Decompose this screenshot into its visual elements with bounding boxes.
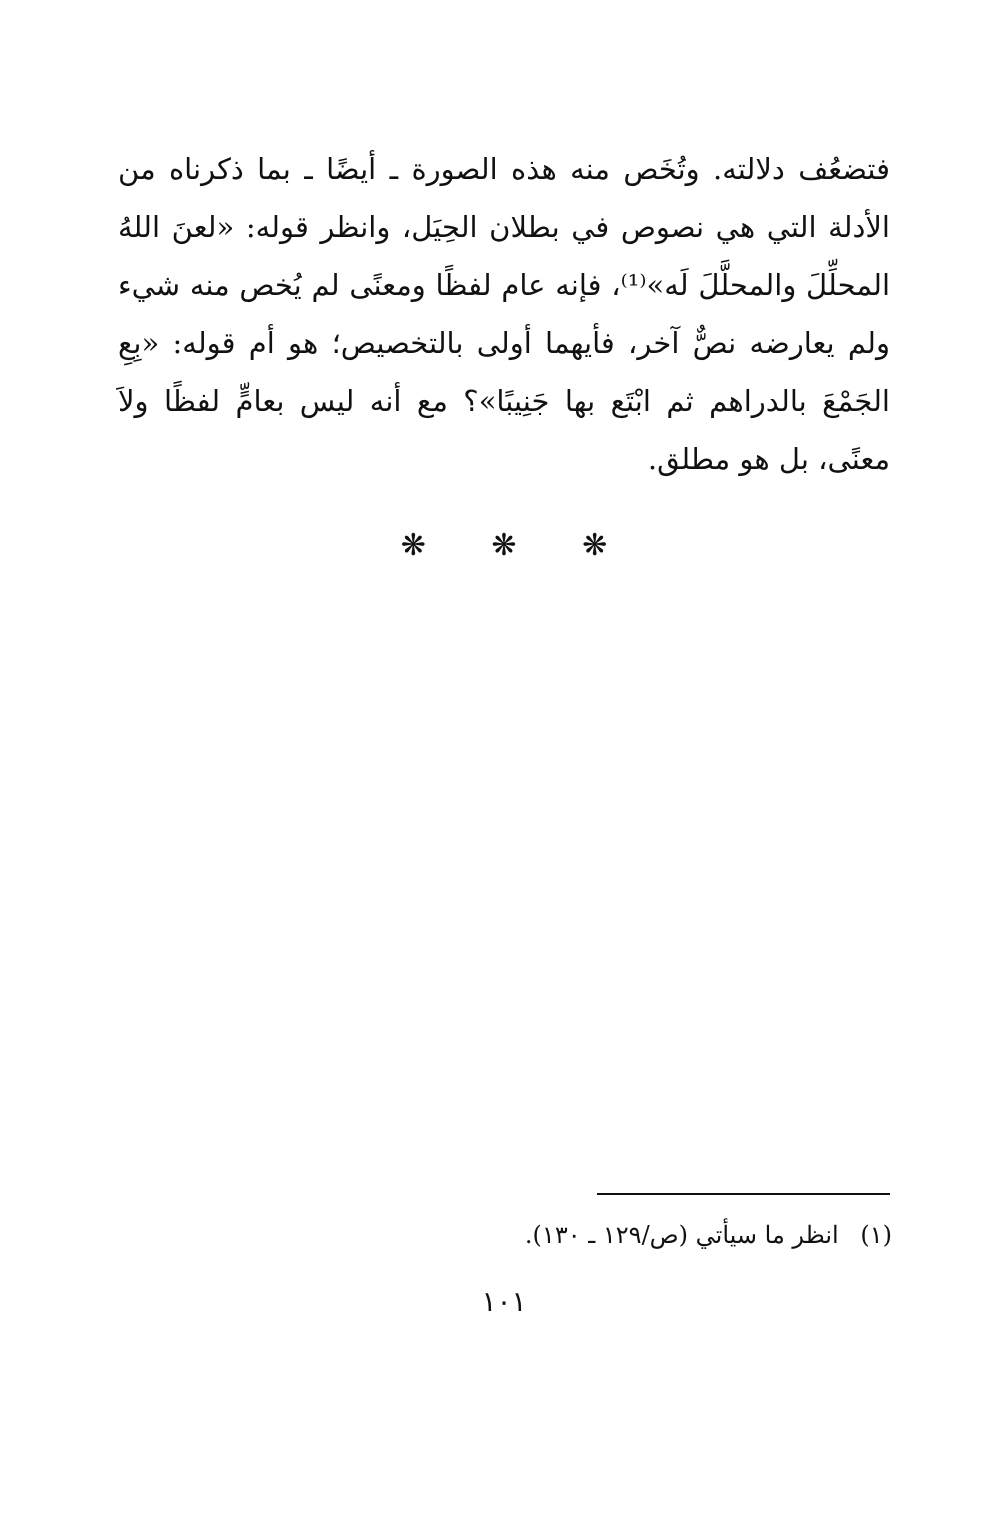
- text-line-5: الجَمْعَ بالدراهم ثم ابْتَع بها جَنِيبًا»؟ مع أنه ليس بعامٍّ لفظًا ولاَ: [118, 384, 890, 418]
- footnote-text: انظر ما سيأتي (ص/١٢٩ ـ ١٣٠).: [524, 1221, 839, 1249]
- text-line-6: معنًى، بل هو مطلق.: [647, 442, 890, 476]
- text-line-2: الأدلة التي هي نصوص في بطلان الحِيَل، وانظر قوله: «لعنَ اللهُ: [118, 210, 890, 244]
- text-line-4: ولم يعارضه نصٌّ آخر، فأيهما أولى بالتخصيص؛ هو أم قوله: «بِعِ: [118, 326, 890, 360]
- main-text: [118, 140, 890, 488]
- footnote: [300, 1215, 892, 1255]
- section-separator: ❋ ❋ ❋: [400, 528, 636, 563]
- footnote-divider: [597, 1193, 890, 1195]
- text-line-3: المحلِّلَ والمحلَّلَ لَه»⁽¹⁾، فإنه عام لفظًا ومعنًى لم يُخص منه شيء: [118, 268, 890, 302]
- text-line-1: فتضعُف دلالته. وتُخَص منه هذه الصورة ـ أيضًا ـ بما ذكرناه من: [118, 152, 890, 186]
- footnote-number: (١): [860, 1221, 892, 1249]
- page-number: ١٠١: [481, 1285, 527, 1318]
